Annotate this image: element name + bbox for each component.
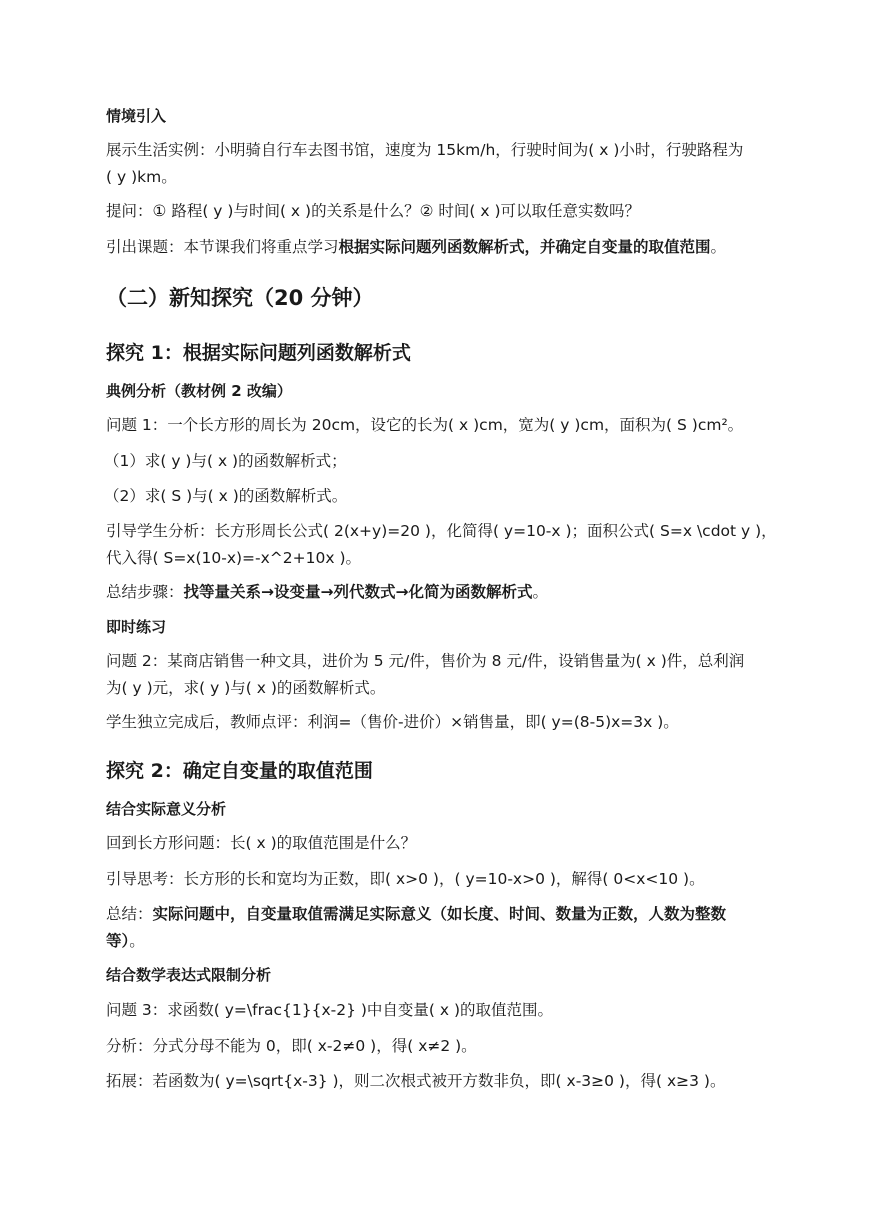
explore2-summary-prefix: 总结：: [106, 905, 153, 923]
explore2-summary-bold-1: 实际问题中，自变量取值需满足实际意义（如长度、时间、数量为正数，人数为整数: [152, 905, 727, 923]
intro-example-line1: 展示生活实例：小明骑自行车去图书馆，速度为 15km/h，行驶时间为( x )小时，行驶路程为: [106, 141, 744, 159]
intro-topic-bold: 根据实际问题列函数解析式，并确定自变量的取值范围: [338, 238, 711, 256]
intro-topic: [106, 236, 726, 258]
rectangle-question: 回到长方形问题：长( x )的取值范围是什么？: [106, 834, 417, 852]
intro-example-line2: ( y )km。: [106, 168, 177, 186]
problem3-text: 问题 3：求函数( y=\frac{1}{x-2} )中自变量( x )的取值范围。: [106, 1001, 554, 1019]
problem1-text: 问题 1：一个长方形的周长为 20cm，设它的长为( x )cm，宽为( y )cm，面积为( S )cm²。: [106, 416, 744, 434]
intro-topic-end: 。: [710, 238, 727, 256]
steps-summary-prefix: 总结步骤：: [106, 583, 184, 601]
practice-heading: 即时练习: [106, 618, 167, 636]
explore2-summary-bold-2: 等）: [106, 932, 130, 950]
intro-heading: 情境引入: [106, 107, 167, 125]
explore2-summary-end: 。: [129, 932, 145, 950]
explore2-summary-line2: [106, 930, 145, 952]
problem2-line1: 问题 2：某商店销售一种文具，进价为 5 元/件，售价为 8 元/件，设销售量为( x )件，总利润: [106, 652, 745, 670]
explore2-title: 探究 2：确定自变量的取值范围: [106, 760, 373, 782]
intro-topic-prefix: 引出课题：本节课我们将重点学习: [106, 238, 339, 256]
teacher-comment: 学生独立完成后，教师点评：利润=（售价-进价）×销售量，即( y=(8-5)x=3x )。: [106, 713, 679, 731]
intro-question: 提问：① 路程( y )与时间( x )的关系是什么？② 时间( x )可以取任意实数吗？: [106, 202, 641, 220]
meaning-heading: 结合实际意义分析: [106, 800, 227, 818]
guided-thinking: 引导思考：长方形的长和宽均为正数，即( x>0 )，( y=10-x>0 )，解得( 0<x<10 )。: [106, 870, 705, 888]
example-heading: 典例分析（教材例 2 改编）: [106, 382, 292, 400]
guide-line1: 引导学生分析：长方形周长公式( 2(x+y)=20 )，化简得( y=10-x )；面积公式( S=x \cdot y )，: [106, 522, 777, 540]
problem1-q1: （1）求( y )与( x )的函数解析式；: [104, 452, 347, 470]
steps-summary: [106, 581, 548, 603]
problem1-q2: （2）求( S )与( x )的函数解析式。: [104, 487, 348, 505]
explore2-summary-line1: [106, 903, 726, 925]
extension-text: 拓展：若函数为( y=\sqrt{x-3} )，则二次根式被开方数非负，即( x-3≥0 )，得( x≥3 )。: [106, 1072, 726, 1090]
analysis-text: 分析：分式分母不能为 0，即( x-2≠0 )，得( x≠2 )。: [106, 1037, 477, 1055]
math-heading: 结合数学表达式限制分析: [106, 966, 272, 984]
guide-line2: 代入得( S=x(10-x)=-x^2+10x )。: [106, 549, 362, 567]
explore1-title: 探究 1：根据实际问题列函数解析式: [106, 342, 411, 364]
steps-summary-bold: 找等量关系→设变量→列代数式→化简为函数解析式: [183, 583, 533, 601]
problem2-line2: 为( y )元，求( y )与( x )的函数解析式。: [106, 679, 386, 697]
steps-summary-end: 。: [532, 583, 548, 601]
section2-title: （二）新知探究（20 分钟）: [106, 286, 374, 310]
